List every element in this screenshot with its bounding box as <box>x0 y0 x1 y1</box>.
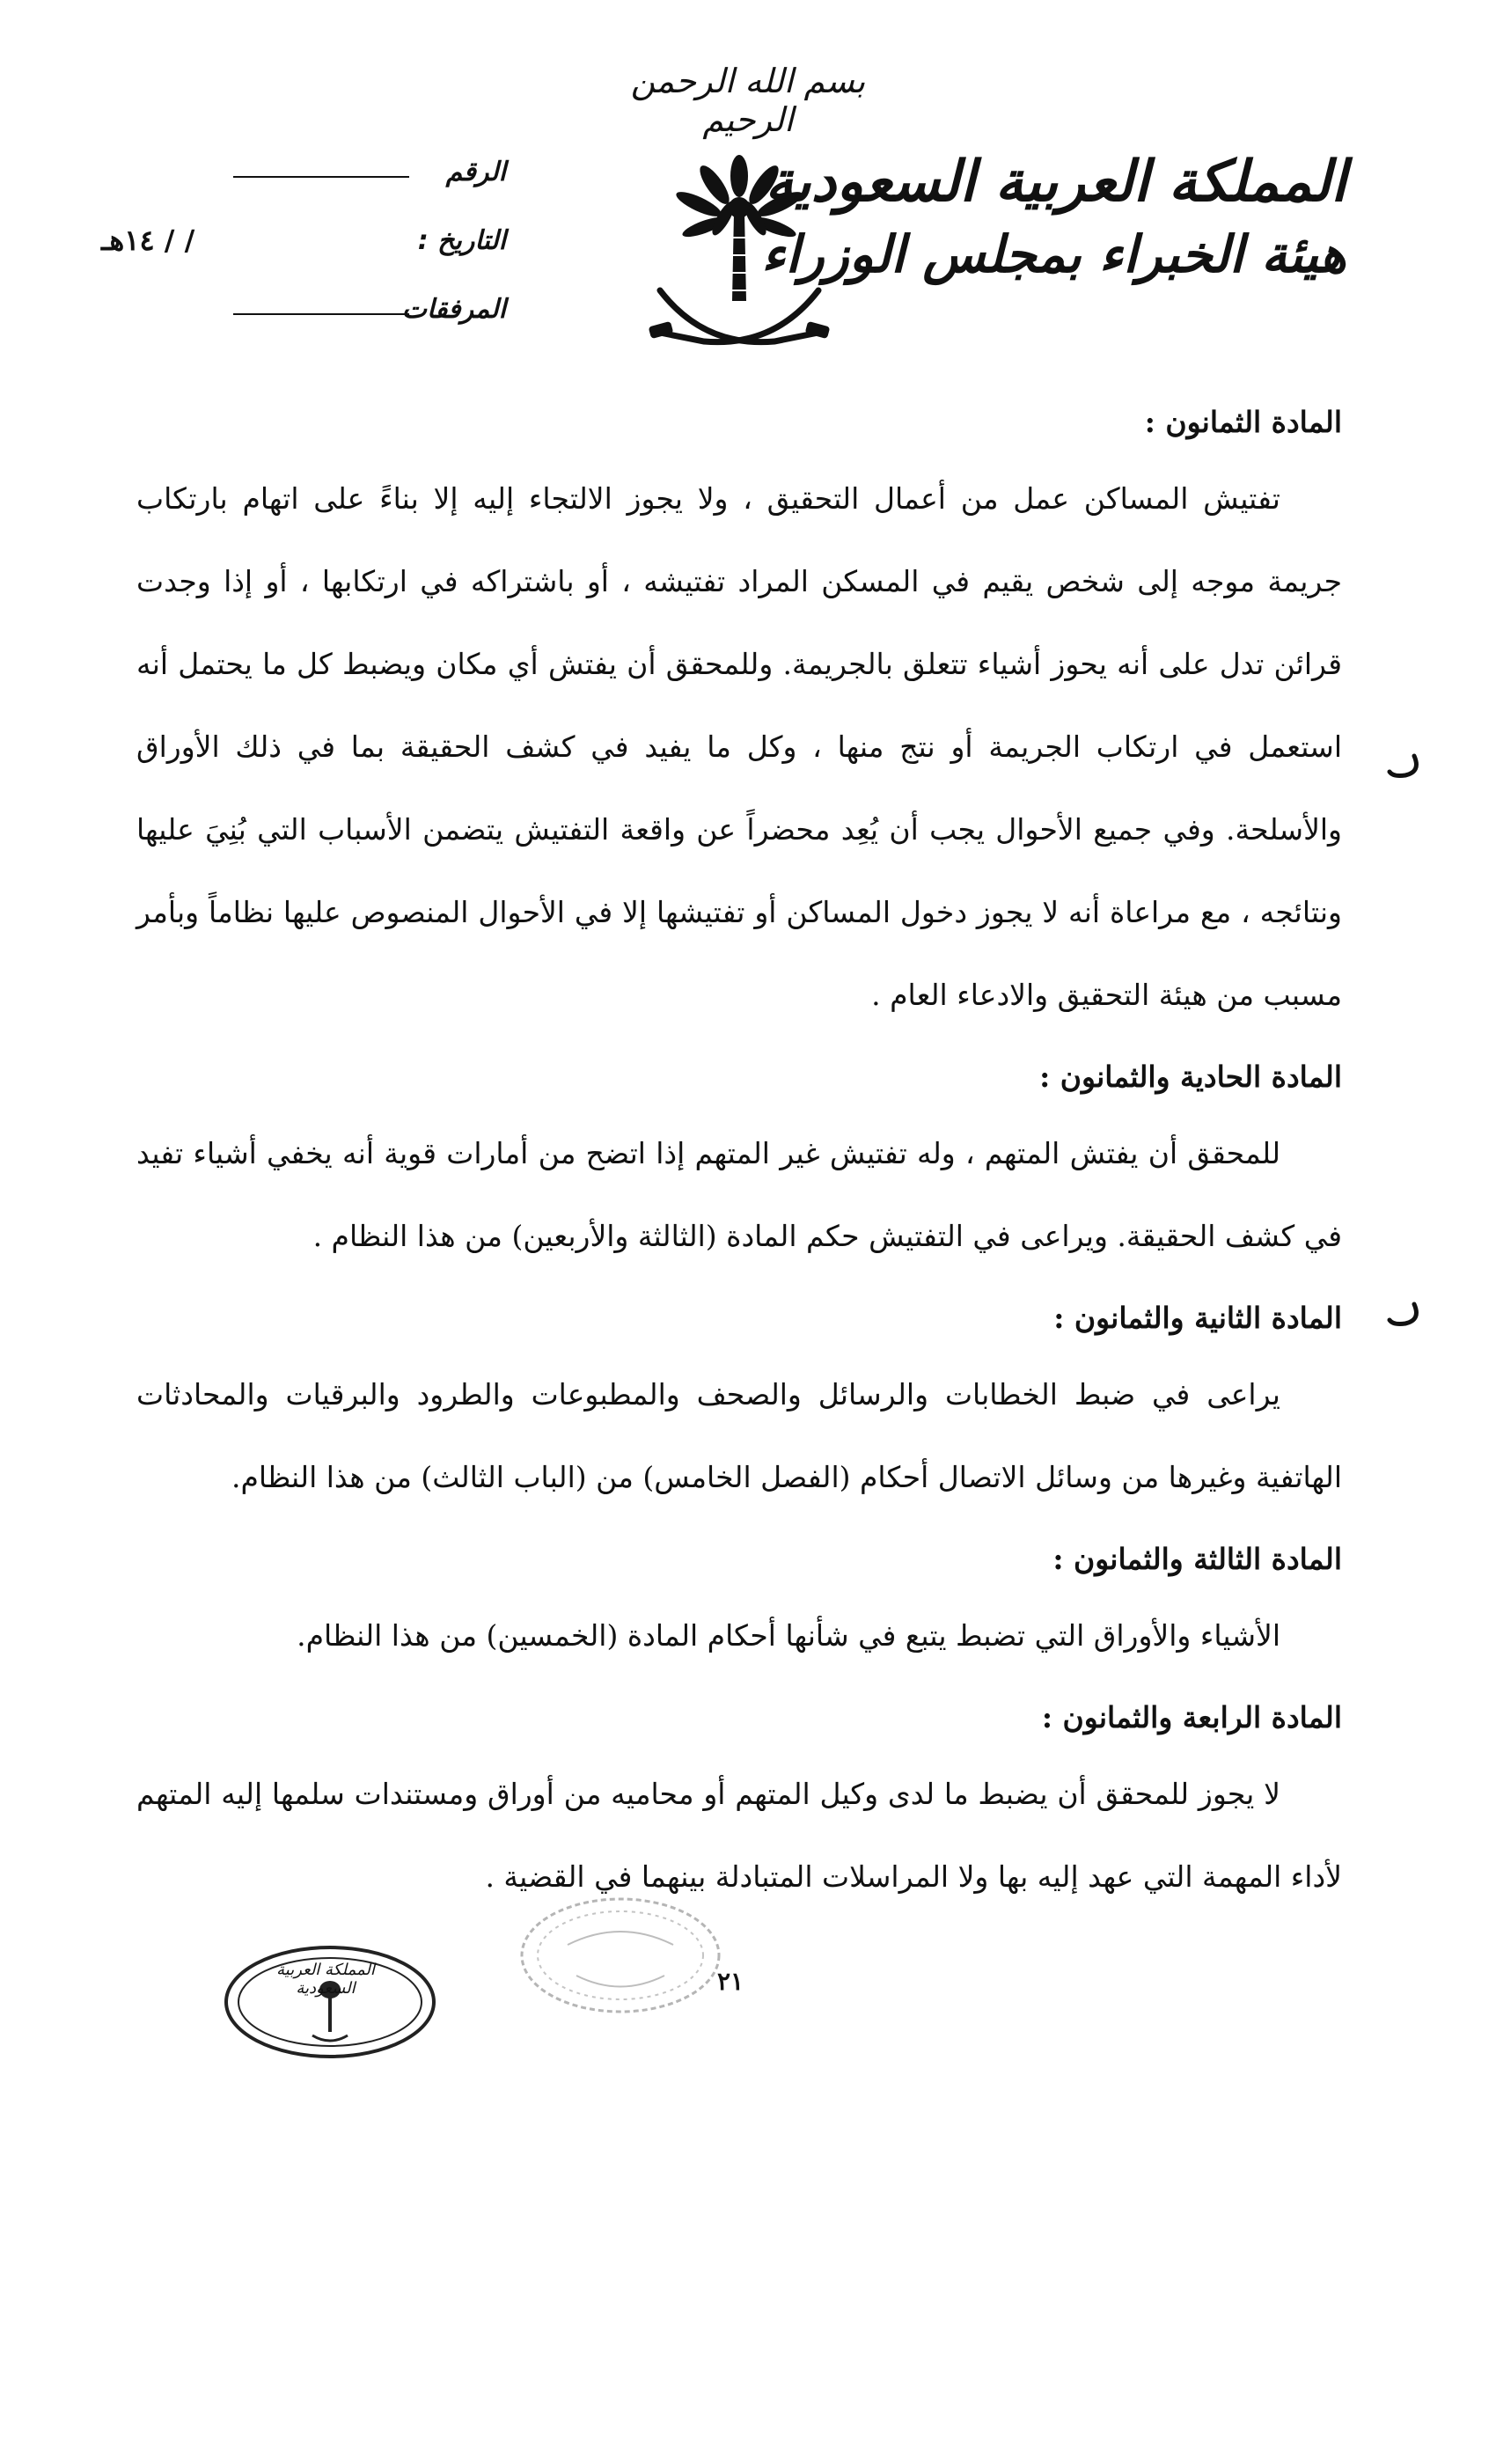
kingdom-name: المملكة العربية السعودية <box>765 149 1346 215</box>
article-84-heading: المادة الرابعة والثمانون : <box>1041 1700 1342 1734</box>
authority-name: هيئة الخبراء بمجلس الوزراء <box>761 224 1346 284</box>
document-body <box>136 387 1342 1924</box>
article-83-heading: المادة الثالثة والثمانون : <box>1052 1542 1342 1576</box>
attachments-line <box>233 313 409 315</box>
article-80-text: تفتيش المساكن عمل من أعمال التحقيق ، ولا يجوز الالتجاء إليه إلا بناءً على اتهام بارتكاب جريمة موجه إلى شخص يقيم في المسكن المراد تفتيشه ، أو باشتراكه في ارتكابها ، أو إذا وجدت قرائن تدل على أنه يحوز أشياء تتعلق بالجريمة. وللمحقق أن يفتش أي مكان ويضبط كل ما يحتمل أنه استعمل في ارتكاب الجريمة أو نتج منها ، وكل ما يفيد في كشف الحقيقة بما في ذلك الأوراق والأسلحة. وفي جميع الأحوال يجب أن يُعِد محضراً عن واقعة التفتيش يتضمن الأسباب التي بُنِيَ عليها ونتائجه ، مع مراعاة أنه لا يجوز دخول المساكن أو تفتيشها إلا في الأحوال المنصوص عليها نظاماً وبأمر مسبب من هيئة التحقيق والادعاء العام . <box>136 481 1342 1012</box>
official-stamp-seal-icon <box>220 1940 440 2064</box>
attachments-label: المرفقات <box>401 294 506 325</box>
article-84-text: لا يجوز للمحقق أن يضبط ما لدى وكيل المتهم أو محاميه من أوراق ومستندات سلمها إليه المتهم لأداء المهمة التي عهد إليه بها ولا المراسلات المتبادلة بينهما في القضية . <box>136 1777 1342 1894</box>
ref-label: الرقم <box>445 157 506 187</box>
date-label: التاريخ : <box>417 225 506 256</box>
margin-check-mark-icon <box>1386 1301 1421 1327</box>
page-number: ٢١ <box>717 1967 744 1996</box>
letterhead-organization <box>761 145 1346 290</box>
margin-check-mark-icon <box>1386 752 1421 779</box>
basmala: بسم الله الرحمن الرحيم <box>630 62 866 139</box>
ref-row <box>101 150 506 218</box>
letterhead-meta <box>101 150 506 356</box>
article-83-text: الأشياء والأوراق التي تضبط يتبع في شأنها أحكام المادة (الخمسين) من هذا النظام. <box>297 1618 1280 1653</box>
article-82-text: يراعى في ضبط الخطابات والرسائل والصحف والمطبوعات والطرود والبرقيات والمحادثات الهاتفية وغيرها من وسائل الاتصال أحكام (الفصل الخامس) من (الباب الثالث) من هذا النظام. <box>136 1377 1342 1494</box>
article-81-text: للمحقق أن يفتش المتهم ، وله تفتيش غير المتهم إذا اتضح من أمارات قوية أنه يخفي أشياء تفيد في كشف الحقيقة. ويراعى في التفتيش حكم المادة (الثالثة والأربعين) من هذا النظام . <box>136 1136 1342 1253</box>
date-row <box>101 218 506 287</box>
article-81-heading: المادة الحادية والثمانون : <box>1039 1060 1342 1094</box>
article-82-heading: المادة الثانية والثمانون : <box>1053 1301 1342 1335</box>
embossed-seal-icon <box>515 1892 726 2020</box>
article-80-heading: المادة الثمانون : <box>1144 405 1342 439</box>
date-value: / / ١٤هـ <box>101 224 195 257</box>
attachments-row <box>101 287 506 356</box>
stamp-text: المملكة العربية السعودية <box>276 1961 375 1998</box>
ref-line <box>233 176 409 178</box>
